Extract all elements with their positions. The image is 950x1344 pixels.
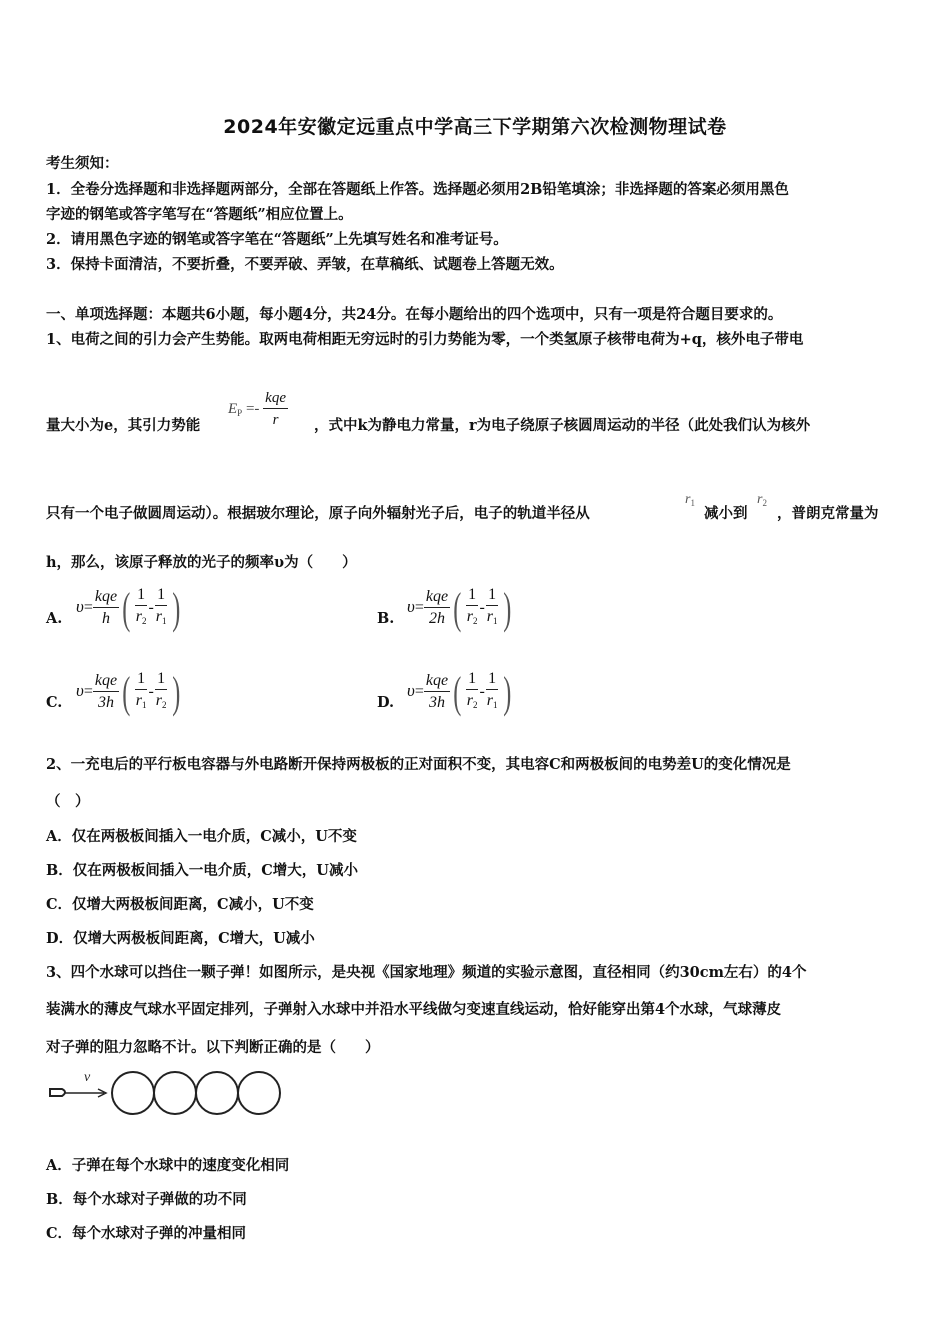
q1-text-line: ，普朗克常量为: [777, 505, 879, 522]
q1-text-line: 减小到: [704, 505, 748, 522]
velocity-arrow-icon: [64, 1089, 106, 1097]
q2-answer-blank: （ ）: [46, 793, 90, 810]
q1-text-line: 1、电荷之间的引力会产生势能。取两电荷相距无穷远时的引力势能为零，一个类氢原子核带电荷为+q，核外电子带电: [46, 331, 804, 348]
potential-energy-formula: $E_P$ =- $\frac{\text{kqe}}{r}$: [228, 390, 286, 428]
r1-symbol: $r_1$: [685, 492, 695, 508]
section-heading: 一、单项选择题：本题共6小题，每小题4分，共24分。在每小题给出的四个选项中，只有一项是符合题目要求的。: [46, 306, 783, 323]
notice-item: 3．保持卡面清洁，不要折叠，不要弄破、弄皱，在草稿纸、试题卷上答题无效。: [46, 256, 564, 273]
notice-item: 1．全卷分选择题和非选择题两部分，全部在答题纸上作答。选择题必须用2B铅笔填涂；非选择题的答案必须用黑色: [46, 181, 789, 198]
option-c-formula: υ= $\frac{\text{kqe}}{3h}$ ( $\frac{1}{r_1}$ - $\frac{1}{r_2}$ ): [76, 667, 180, 717]
q2-option[interactable]: B．仅在两极板间插入一电介质，C增大，U减小: [46, 862, 358, 879]
bullet-icon: [50, 1089, 65, 1096]
water-balloon-4: [238, 1072, 280, 1114]
q3-option[interactable]: C．每个水球对子弹的冲量相同: [46, 1225, 247, 1242]
q3-option[interactable]: A．子弹在每个水球中的速度变化相同: [46, 1157, 290, 1174]
option-a-formula: υ= $\frac{\text{kqe}}{h}$ ( $\frac{1}{r_2}$ - $\frac{1}{r_1}$ ): [76, 583, 180, 633]
q2-text-line: 2、一充电后的平行板电容器与外电路断开保持两极板的正对面积不变，其电容C和两极板间的电势差U的变化情况是: [46, 756, 791, 773]
q2-option[interactable]: A．仅在两极板间插入一电介质，C减小，U不变: [46, 828, 357, 845]
option-c-label[interactable]: C.: [46, 694, 63, 711]
q3-text-line: 装满水的薄皮气球水平固定排列，子弹射入水球中并沿水平线做匀变速直线运动，恰好能穿出第4个水球，气球薄皮: [46, 1001, 782, 1018]
notice-heading: 考生须知：: [46, 155, 119, 172]
r2-symbol: $r_2$: [757, 492, 767, 508]
q3-option[interactable]: B．每个水球对子弹做的功不同: [46, 1191, 247, 1208]
page-title: 2024年安徽定远重点中学高三下学期第六次检测物理试卷: [223, 116, 727, 138]
q2-option[interactable]: D．仅增大两极板间距离，C增大，U减小: [46, 930, 315, 947]
q1-question-line: h，那么，该原子释放的光子的频率υ为（ ）: [46, 554, 357, 571]
q1-text-line: 量大小为e，其引力势能: [46, 417, 201, 434]
option-d-label[interactable]: D.: [377, 694, 395, 711]
notice-item: 字迹的钢笔或答字笔写在“答题纸”相应位置上。: [46, 206, 353, 223]
option-d-formula: υ= $\frac{\text{kqe}}{3h}$ ( $\frac{1}{r_2}$ - $\frac{1}{r_1}$ ): [407, 667, 511, 717]
option-b-formula: υ= $\frac{\text{kqe}}{2h}$ ( $\frac{1}{r_2}$ - $\frac{1}{r_1}$ ): [407, 583, 511, 633]
water-balloon-2: [154, 1072, 196, 1114]
water-balloon-1: [112, 1072, 154, 1114]
water-balloon-figure: [44, 1066, 294, 1118]
option-a-label[interactable]: A.: [46, 610, 63, 627]
q3-text-line: 对子弹的阻力忽略不计。以下判断正确的是（ ）: [46, 1039, 380, 1056]
q2-option[interactable]: C．仅增大两极板间距离，C减小，U不变: [46, 896, 314, 913]
option-b-label[interactable]: B.: [377, 610, 395, 627]
water-balloon-3: [196, 1072, 238, 1114]
notice-item: 2．请用黑色字迹的钢笔或答字笔在“答题纸”上先填写姓名和准考证号。: [46, 231, 508, 248]
velocity-label: v: [84, 1070, 91, 1085]
q1-text-line: 只有一个电子做圆周运动）。根据玻尔理论，原子向外辐射光子后，电子的轨道半径从: [46, 505, 590, 522]
q1-text-line: ，式中k为静电力常量，r为电子绕原子核圆周运动的半径（此处我们认为核外: [314, 417, 811, 434]
q3-text-line: 3、四个水球可以挡住一颗子弹！如图所示，是央视《国家地理》频道的实验示意图，直径相同（约30cm左右）的4个: [46, 964, 807, 981]
